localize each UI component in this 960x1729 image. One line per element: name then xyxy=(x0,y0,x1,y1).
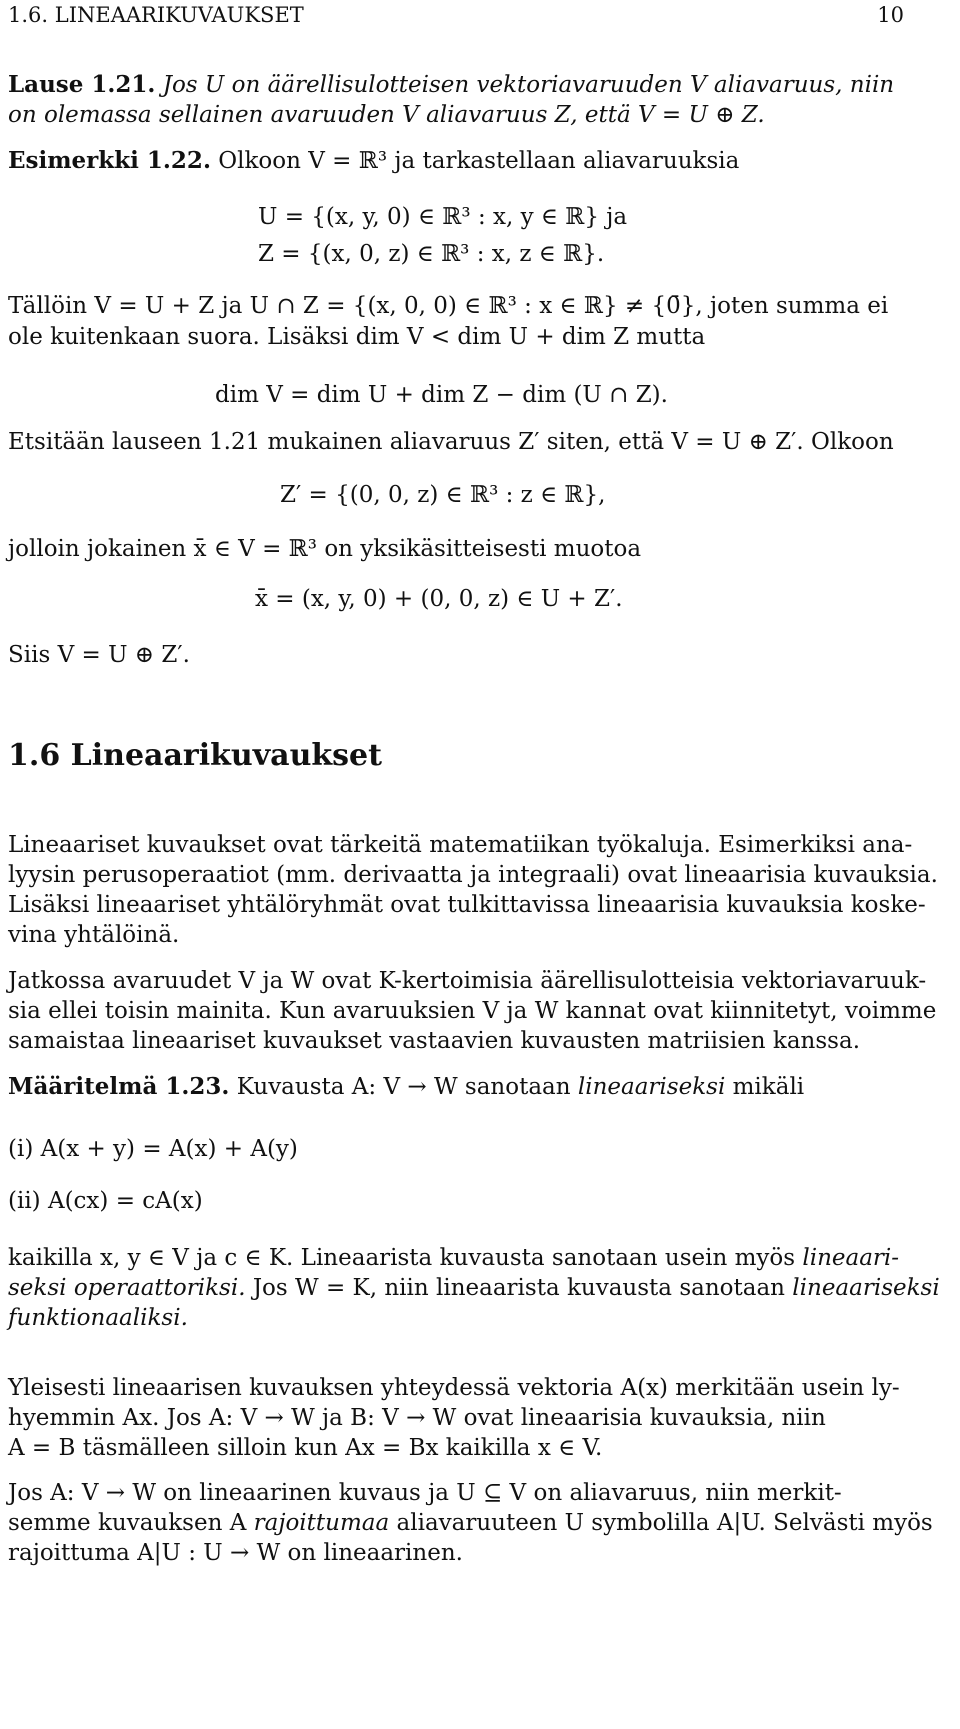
lause-1-21-line2: on olemassa sellainen avaruuden V aliavaruus Z, että V = U ⊕ Z. xyxy=(8,102,765,128)
after2-term2: lineaariseksi xyxy=(792,1275,940,1301)
page-number: 10 xyxy=(877,3,904,27)
esimerkki-text-1: Olkoon V = ℝ³ ja tarkastellaan aliavaruuksia xyxy=(218,148,740,174)
after2-post: Jos W = K, niin lineaarista kuvausta sanotaan xyxy=(245,1275,793,1301)
esimerkki-line4: Etsitään lauseen 1.21 mukainen aliavaruus Z′ siten, että V = U ⊕ Z′. Olkoon xyxy=(8,429,894,455)
maaritelma-text-before: Kuvausta A: V → W sanotaan xyxy=(236,1074,578,1100)
para4-line3: rajoittuma A|U : U → W on lineaarinen. xyxy=(8,1540,463,1566)
maaritelma-text-after: mikäli xyxy=(725,1074,805,1100)
para3-line3: A = B täsmälleen silloin kun Ax = Bx kaikilla x ∈ V. xyxy=(8,1435,603,1461)
para1-line4: vina yhtälöinä. xyxy=(8,922,180,948)
esimerkki-label: Esimerkki 1.22. xyxy=(8,147,211,174)
lause-text-1: Jos U on äärellisulotteisen vektoriavaruuden V aliavaruus, niin xyxy=(162,72,895,98)
equation-x: x̄ = (x, y, 0) + (0, 0, z) ∈ U + Z′. xyxy=(255,586,623,612)
esimerkki-1-22-line1 xyxy=(8,146,739,176)
para4-line2-pre: semme kuvauksen A xyxy=(8,1510,254,1536)
maaritelma-label: Määritelmä 1.23. xyxy=(8,1073,230,1100)
para4-line2-post: aliavaruuteen U symbolilla A|U. Selvästi myös xyxy=(389,1510,933,1536)
esimerkki-line3: ole kuitenkaan suora. Lisäksi dim V < dim U + dim Z mutta xyxy=(8,324,706,350)
para3-line2: hyemmin Ax. Jos A: V → W ja B: V → W ovat lineaarisia kuvauksia, niin xyxy=(8,1405,826,1431)
after2-term: seksi operaattoriksi. xyxy=(8,1275,246,1301)
para4-line1: Jos A: V → W on lineaarinen kuvaus ja U ⊆ V on aliavaruus, niin merkit- xyxy=(8,1480,842,1506)
para2-line1: Jatkossa avaruudet V ja W ovat K-kertoimisia äärellisulotteisia vektoriavaruuk- xyxy=(8,968,927,994)
para1-line2: lyysin perusoperaatiot (mm. derivaatta ja integraali) ovat lineaarisia kuvauksia. xyxy=(8,862,938,888)
maaritelma-after-line1 xyxy=(8,1243,899,1273)
esimerkki-line2: Tällöin V = U + Z ja U ∩ Z = {(x, 0, 0) ∈ ℝ³ : x ∈ ℝ} ≠ {0̄}, joten summa ei xyxy=(8,293,889,319)
esimerkki-line5: jolloin jokainen x̄ ∈ V = ℝ³ on yksikäsitteisesti muotoa xyxy=(8,536,642,562)
after1-term: lineaari- xyxy=(802,1245,900,1271)
para4-line2 xyxy=(8,1508,933,1538)
equation-u: U = {(x, y, 0) ∈ ℝ³ : x, y ∈ ℝ} ja xyxy=(258,204,628,230)
para4-line2-term: rajoittumaa xyxy=(253,1510,390,1536)
maaritelma-after-line3: funktionaaliksi. xyxy=(8,1305,188,1331)
running-header: 1.6. LINEAARIKUVAUKSET xyxy=(8,3,304,27)
equation-dim: dim V = dim U + dim Z − dim (U ∩ Z). xyxy=(215,382,668,408)
after1-pre: kaikilla x, y ∈ V ja c ∈ K. Lineaarista kuvausta sanotaan usein myös xyxy=(8,1245,803,1271)
maaritelma-after-line2 xyxy=(8,1273,940,1303)
maaritelma-term: lineaariseksi xyxy=(577,1074,726,1100)
para3-line1: Yleisesti lineaarisen kuvauksen yhteydessä vektoria A(x) merkitään usein ly- xyxy=(8,1375,900,1401)
equation-zprime: Z′ = {(0, 0, z) ∈ ℝ³ : z ∈ ℝ}, xyxy=(280,482,606,508)
equation-z: Z = {(x, 0, z) ∈ ℝ³ : x, z ∈ ℝ}. xyxy=(258,241,605,267)
section-heading: 1.6 Lineaarikuvaukset xyxy=(8,738,383,773)
para1-line1: Lineaariset kuvaukset ovat tärkeitä matematiikan työkaluja. Esimerkiksi ana- xyxy=(8,832,913,858)
lause-1-21-line1 xyxy=(8,70,894,100)
definition-item-ii: (ii) A(cx) = cA(x) xyxy=(8,1188,203,1214)
para2-line3: samaistaa lineaariset kuvaukset vastaavien kuvausten matriisien kanssa. xyxy=(8,1028,860,1054)
para1-line3: Lisäksi lineaariset yhtälöryhmät ovat tulkittavissa lineaarisia kuvauksia koske- xyxy=(8,892,926,918)
lause-label: Lause 1.21. xyxy=(8,71,156,98)
para2-line2: sia ellei toisin mainita. Kun avaruuksien V ja W kannat ovat kiinnitetyt, voimme xyxy=(8,998,937,1024)
definition-item-i: (i) A(x + y) = A(x) + A(y) xyxy=(8,1136,298,1162)
maaritelma-1-23-line1 xyxy=(8,1072,804,1102)
esimerkki-line6: Siis V = U ⊕ Z′. xyxy=(8,642,190,668)
